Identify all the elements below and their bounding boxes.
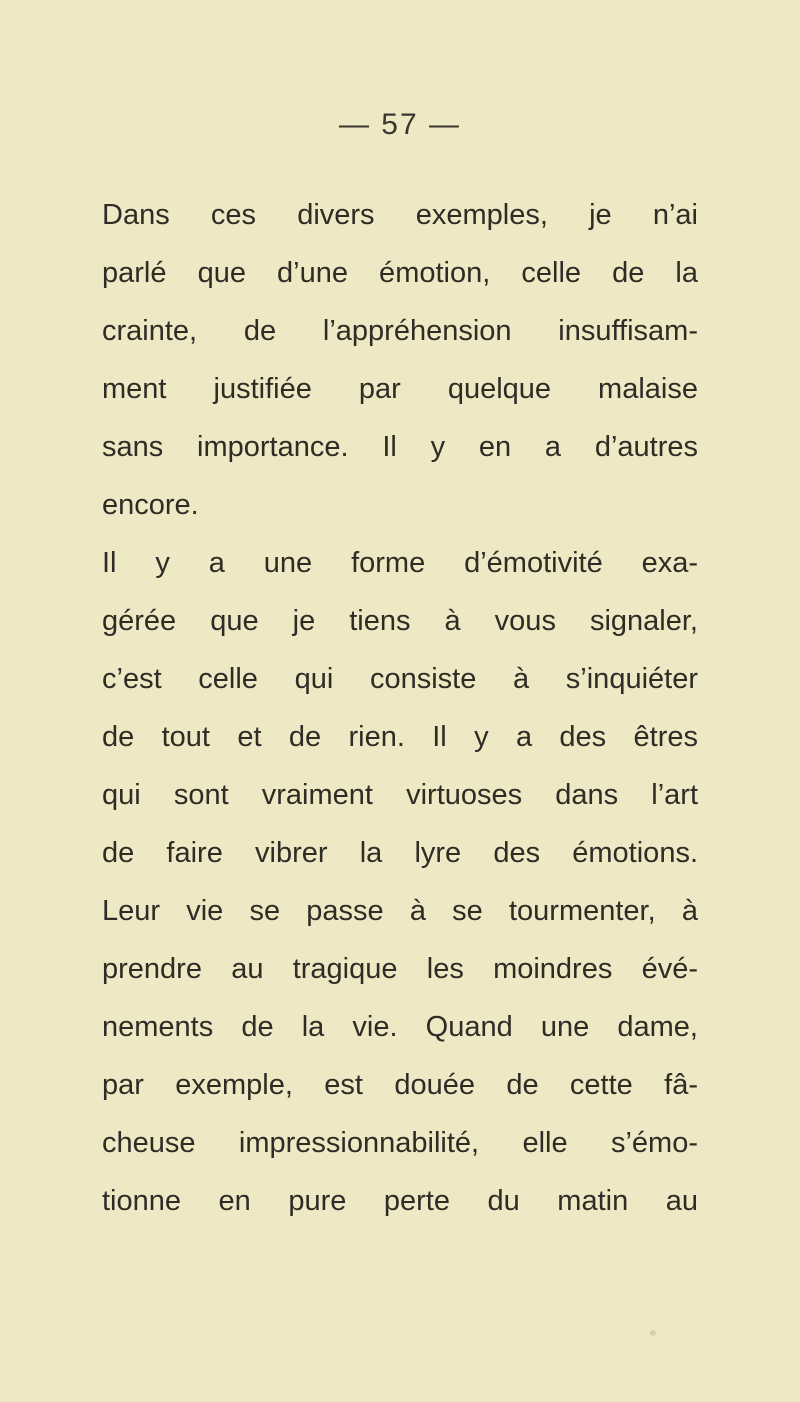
text-line-14: prendre au tragique les moindres évé- — [102, 953, 698, 985]
page-number: — 57 — — [338, 108, 462, 141]
text-line-3: crainte, de l’appréhension insuffisam- — [102, 315, 698, 347]
page-body-text — [102, 186, 698, 1230]
text-line-10: de tout et de rien. Il y a des êtres — [102, 721, 698, 753]
text-line-8: gérée que je tiens à vous signaler, — [102, 605, 698, 637]
text-line-7: Il y a une forme d’émotivité exa- — [102, 547, 698, 579]
text-line-12: de faire vibrer la lyre des émotions. — [102, 837, 698, 869]
text-line-5: sans importance. Il y en a d’autres — [102, 431, 698, 463]
text-line-17: cheuse impressionnabilité, elle s’émo- — [102, 1127, 698, 1159]
text-line-11: qui sont vraiment virtuoses dans l’art — [102, 779, 698, 811]
text-line-18: tionne en pure perte du matin au — [102, 1185, 698, 1217]
text-line-6: encore. — [102, 489, 199, 521]
text-line-4: ment justifiée par quelque malaise — [102, 373, 698, 405]
text-line-2: parlé que d’une émotion, celle de la — [102, 257, 698, 289]
text-line-15: nements de la vie. Quand une dame, — [102, 1011, 698, 1043]
paper-speck — [650, 1330, 656, 1336]
text-line-1: Dans ces divers exemples, je n’ai — [102, 199, 698, 231]
text-line-16: par exemple, est douée de cette fâ- — [102, 1069, 698, 1101]
text-line-13: Leur vie se passe à se tourmenter, à — [102, 895, 698, 927]
text-line-9: c’est celle qui consiste à s’inquiéter — [102, 663, 698, 695]
